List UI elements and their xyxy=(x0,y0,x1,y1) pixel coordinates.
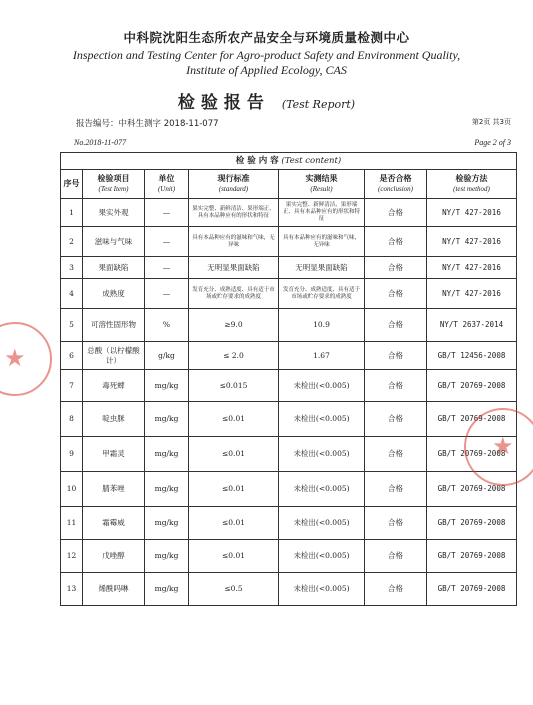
org-name-cn: 中科院沈阳生态所农产品安全与环境质量检测中心 xyxy=(123,30,410,45)
table-row xyxy=(61,309,517,342)
cell-no: 2 xyxy=(61,227,83,257)
cell-unit: % xyxy=(145,309,189,342)
column-header-cn: 单位 xyxy=(158,174,175,183)
report-number-en: No.2018-11-077 xyxy=(74,138,127,147)
cell-method: GB/T 20769-2008 xyxy=(427,437,517,472)
column-header-en: (test method) xyxy=(453,185,490,193)
cell-item: 啶虫脒 xyxy=(83,402,145,437)
table-row xyxy=(61,279,517,309)
column-header-en: (Unit) xyxy=(157,185,176,193)
cell-conclusion: 合格 xyxy=(365,402,427,437)
cell-unit: mg/kg xyxy=(145,540,189,573)
cell-method: NY/T 427-2016 xyxy=(427,227,517,257)
cell-item: 烯酰吗啉 xyxy=(83,573,145,606)
cell-no: 7 xyxy=(61,370,83,402)
table-caption xyxy=(61,153,517,170)
table-row xyxy=(61,573,517,606)
report-number xyxy=(76,117,219,129)
cell-method: GB/T 20769-2008 xyxy=(427,573,517,606)
table-row xyxy=(61,370,517,402)
column-header xyxy=(427,170,517,199)
cell-no: 12 xyxy=(61,540,83,573)
cell-item: 果面缺陷 xyxy=(83,257,145,279)
table-row xyxy=(61,199,517,227)
report-title-cn: 检验报告 xyxy=(177,93,270,113)
cell-conclusion: 合格 xyxy=(365,540,427,573)
column-header-cn: 序号 xyxy=(63,179,80,188)
cell-conclusion: 合格 xyxy=(365,573,427,606)
report-title xyxy=(0,88,533,113)
column-header-en: (Result) xyxy=(310,185,333,193)
cell-item: 滋味与气味 xyxy=(83,227,145,257)
cell-conclusion: 合格 xyxy=(365,472,427,507)
star-icon: ★ xyxy=(4,344,26,372)
cell-unit: — xyxy=(145,199,189,227)
page-indicator-cn: 第2页 共3页 xyxy=(471,118,511,126)
cell-no: 9 xyxy=(61,437,83,472)
star-icon: ★ xyxy=(492,432,514,460)
column-header xyxy=(365,170,427,199)
cell-item: 可溶性固形物 xyxy=(83,309,145,342)
cell-conclusion: 合格 xyxy=(365,199,427,227)
column-header-cn: 检验方法 xyxy=(455,174,488,183)
cell-unit: mg/kg xyxy=(145,437,189,472)
cell-standard: 果实完整、新鲜清洁、果形端正、具有本品种应有的形状和特征 xyxy=(189,199,279,227)
cell-item: 总酸（以柠檬酸计） xyxy=(83,342,145,370)
cell-unit: — xyxy=(145,227,189,257)
cell-method: GB/T 20769-2008 xyxy=(427,507,517,540)
cell-method: NY/T 427-2016 xyxy=(427,279,517,309)
column-header-en: (Test Item) xyxy=(98,185,129,193)
cell-standard: ≤ 2.0 xyxy=(189,342,279,370)
cell-result: 10.9 xyxy=(279,309,365,342)
table-caption-cn: 检 验 内 容 xyxy=(235,156,279,166)
org-name-en-line1: Inspection and Testing Center for Agro-product Safety and Environment Quality, xyxy=(72,48,461,62)
table-row xyxy=(61,437,517,472)
cell-no: 5 xyxy=(61,309,83,342)
cell-no: 1 xyxy=(61,199,83,227)
cell-method: GB/T 20769-2008 xyxy=(427,370,517,402)
cell-standard: ≥9.0 xyxy=(189,309,279,342)
cell-unit: mg/kg xyxy=(145,402,189,437)
column-header xyxy=(279,170,365,199)
cell-standard: 具有本品种应有的滋味和气味，无异味 xyxy=(189,227,279,257)
cell-no: 3 xyxy=(61,257,83,279)
cell-unit: mg/kg xyxy=(145,472,189,507)
cell-result: 1.67 xyxy=(279,342,365,370)
cell-no: 4 xyxy=(61,279,83,309)
column-header-en: (conclusion) xyxy=(378,185,413,193)
cell-unit: — xyxy=(145,279,189,309)
table-row xyxy=(61,227,517,257)
cell-item: 成熟度 xyxy=(83,279,145,309)
cell-result: 未检出(<0.005) xyxy=(279,540,365,573)
column-header-cn: 检验项目 xyxy=(97,174,130,183)
cell-result: 果实完整、新鲜清洁、果形端正、具有本品种应有的形状和特征 xyxy=(279,199,365,227)
cell-standard: ≤0.015 xyxy=(189,370,279,402)
cell-standard: ≤0.01 xyxy=(189,437,279,472)
cell-method: NY/T 427-2016 xyxy=(427,199,517,227)
cell-conclusion: 合格 xyxy=(365,507,427,540)
cell-item: 霜霉威 xyxy=(83,507,145,540)
cell-standard: ≤0.01 xyxy=(189,472,279,507)
cell-item: 戊唑醇 xyxy=(83,540,145,573)
cell-standard: ≤0.01 xyxy=(189,507,279,540)
cell-method: GB/T 20769-2008 xyxy=(427,472,517,507)
cell-conclusion: 合格 xyxy=(365,342,427,370)
table-row xyxy=(61,507,517,540)
cell-unit: — xyxy=(145,257,189,279)
table-row xyxy=(61,402,517,437)
column-header-cn: 是否合格 xyxy=(379,174,412,183)
cell-conclusion: 合格 xyxy=(365,257,427,279)
cell-result: 未检出(<0.005) xyxy=(279,573,365,606)
cell-method: GB/T 12456-2008 xyxy=(427,342,517,370)
cell-conclusion: 合格 xyxy=(365,279,427,309)
report-title-en: (Test Report) xyxy=(281,98,356,111)
report-number-label: 报告编号： xyxy=(76,119,119,129)
red-seal-stamp-right xyxy=(464,408,533,486)
cell-standard: ≤0.01 xyxy=(189,402,279,437)
cell-method: NY/T 2637-2014 xyxy=(427,309,517,342)
cell-no: 11 xyxy=(61,507,83,540)
cell-standard: 无明显果面缺陷 xyxy=(189,257,279,279)
cell-no: 10 xyxy=(61,472,83,507)
cell-conclusion: 合格 xyxy=(365,370,427,402)
cell-no: 13 xyxy=(61,573,83,606)
table-row xyxy=(61,472,517,507)
cell-unit: mg/kg xyxy=(145,507,189,540)
cell-method: NY/T 427-2016 xyxy=(427,257,517,279)
cell-result: 未检出(<0.005) xyxy=(279,437,365,472)
cell-unit: mg/kg xyxy=(145,370,189,402)
test-content-table xyxy=(60,152,517,606)
cell-unit: g/kg xyxy=(145,342,189,370)
red-seal-stamp-left xyxy=(0,322,52,396)
cell-conclusion: 合格 xyxy=(365,227,427,257)
cell-no: 6 xyxy=(61,342,83,370)
column-header-en: (standard) xyxy=(218,185,249,193)
cell-result: 未检出(<0.005) xyxy=(279,402,365,437)
column-header-cn: 实测结果 xyxy=(305,174,338,183)
column-header xyxy=(83,170,145,199)
table-row xyxy=(61,342,517,370)
cell-standard: 发育充分、成熟适度、具有适于市场或贮存要求的成熟度 xyxy=(189,279,279,309)
column-header xyxy=(61,170,83,199)
cell-method: GB/T 20769-2008 xyxy=(427,540,517,573)
cell-no: 8 xyxy=(61,402,83,437)
column-header xyxy=(189,170,279,199)
cell-unit: mg/kg xyxy=(145,573,189,606)
cell-result: 未检出(<0.005) xyxy=(279,370,365,402)
column-header-cn: 现行标准 xyxy=(217,174,250,183)
column-header xyxy=(145,170,189,199)
org-name-en-line2: Institute of Applied Ecology, CAS xyxy=(186,63,347,77)
cell-result: 未检出(<0.005) xyxy=(279,507,365,540)
table-row xyxy=(61,257,517,279)
report-number-value: 中科生测字 2018-11-077 xyxy=(118,119,219,129)
table-caption-en: (Test content) xyxy=(281,156,342,166)
cell-item: 毒死蜱 xyxy=(83,370,145,402)
cell-result: 发育充分、成熟适度、具有适于市场或贮存要求的成熟度 xyxy=(279,279,365,309)
table-header-row xyxy=(61,170,517,199)
cell-result: 具有本品种应有的滋味和气味，无异味 xyxy=(279,227,365,257)
cell-result: 未检出(<0.005) xyxy=(279,472,365,507)
table-row xyxy=(61,540,517,573)
cell-standard: ≤0.01 xyxy=(189,540,279,573)
cell-item: 腈苯唑 xyxy=(83,472,145,507)
cell-result: 无明显果面缺陷 xyxy=(279,257,365,279)
cell-item: 果实外观 xyxy=(83,199,145,227)
cell-item: 甲霜灵 xyxy=(83,437,145,472)
cell-method: GB/T 20769-2008 xyxy=(427,402,517,437)
page-indicator-en: Page 2 of 3 xyxy=(474,138,511,147)
table-body xyxy=(61,199,517,606)
cell-standard: ≤0.5 xyxy=(189,573,279,606)
cell-conclusion: 合格 xyxy=(365,309,427,342)
cell-conclusion: 合格 xyxy=(365,437,427,472)
